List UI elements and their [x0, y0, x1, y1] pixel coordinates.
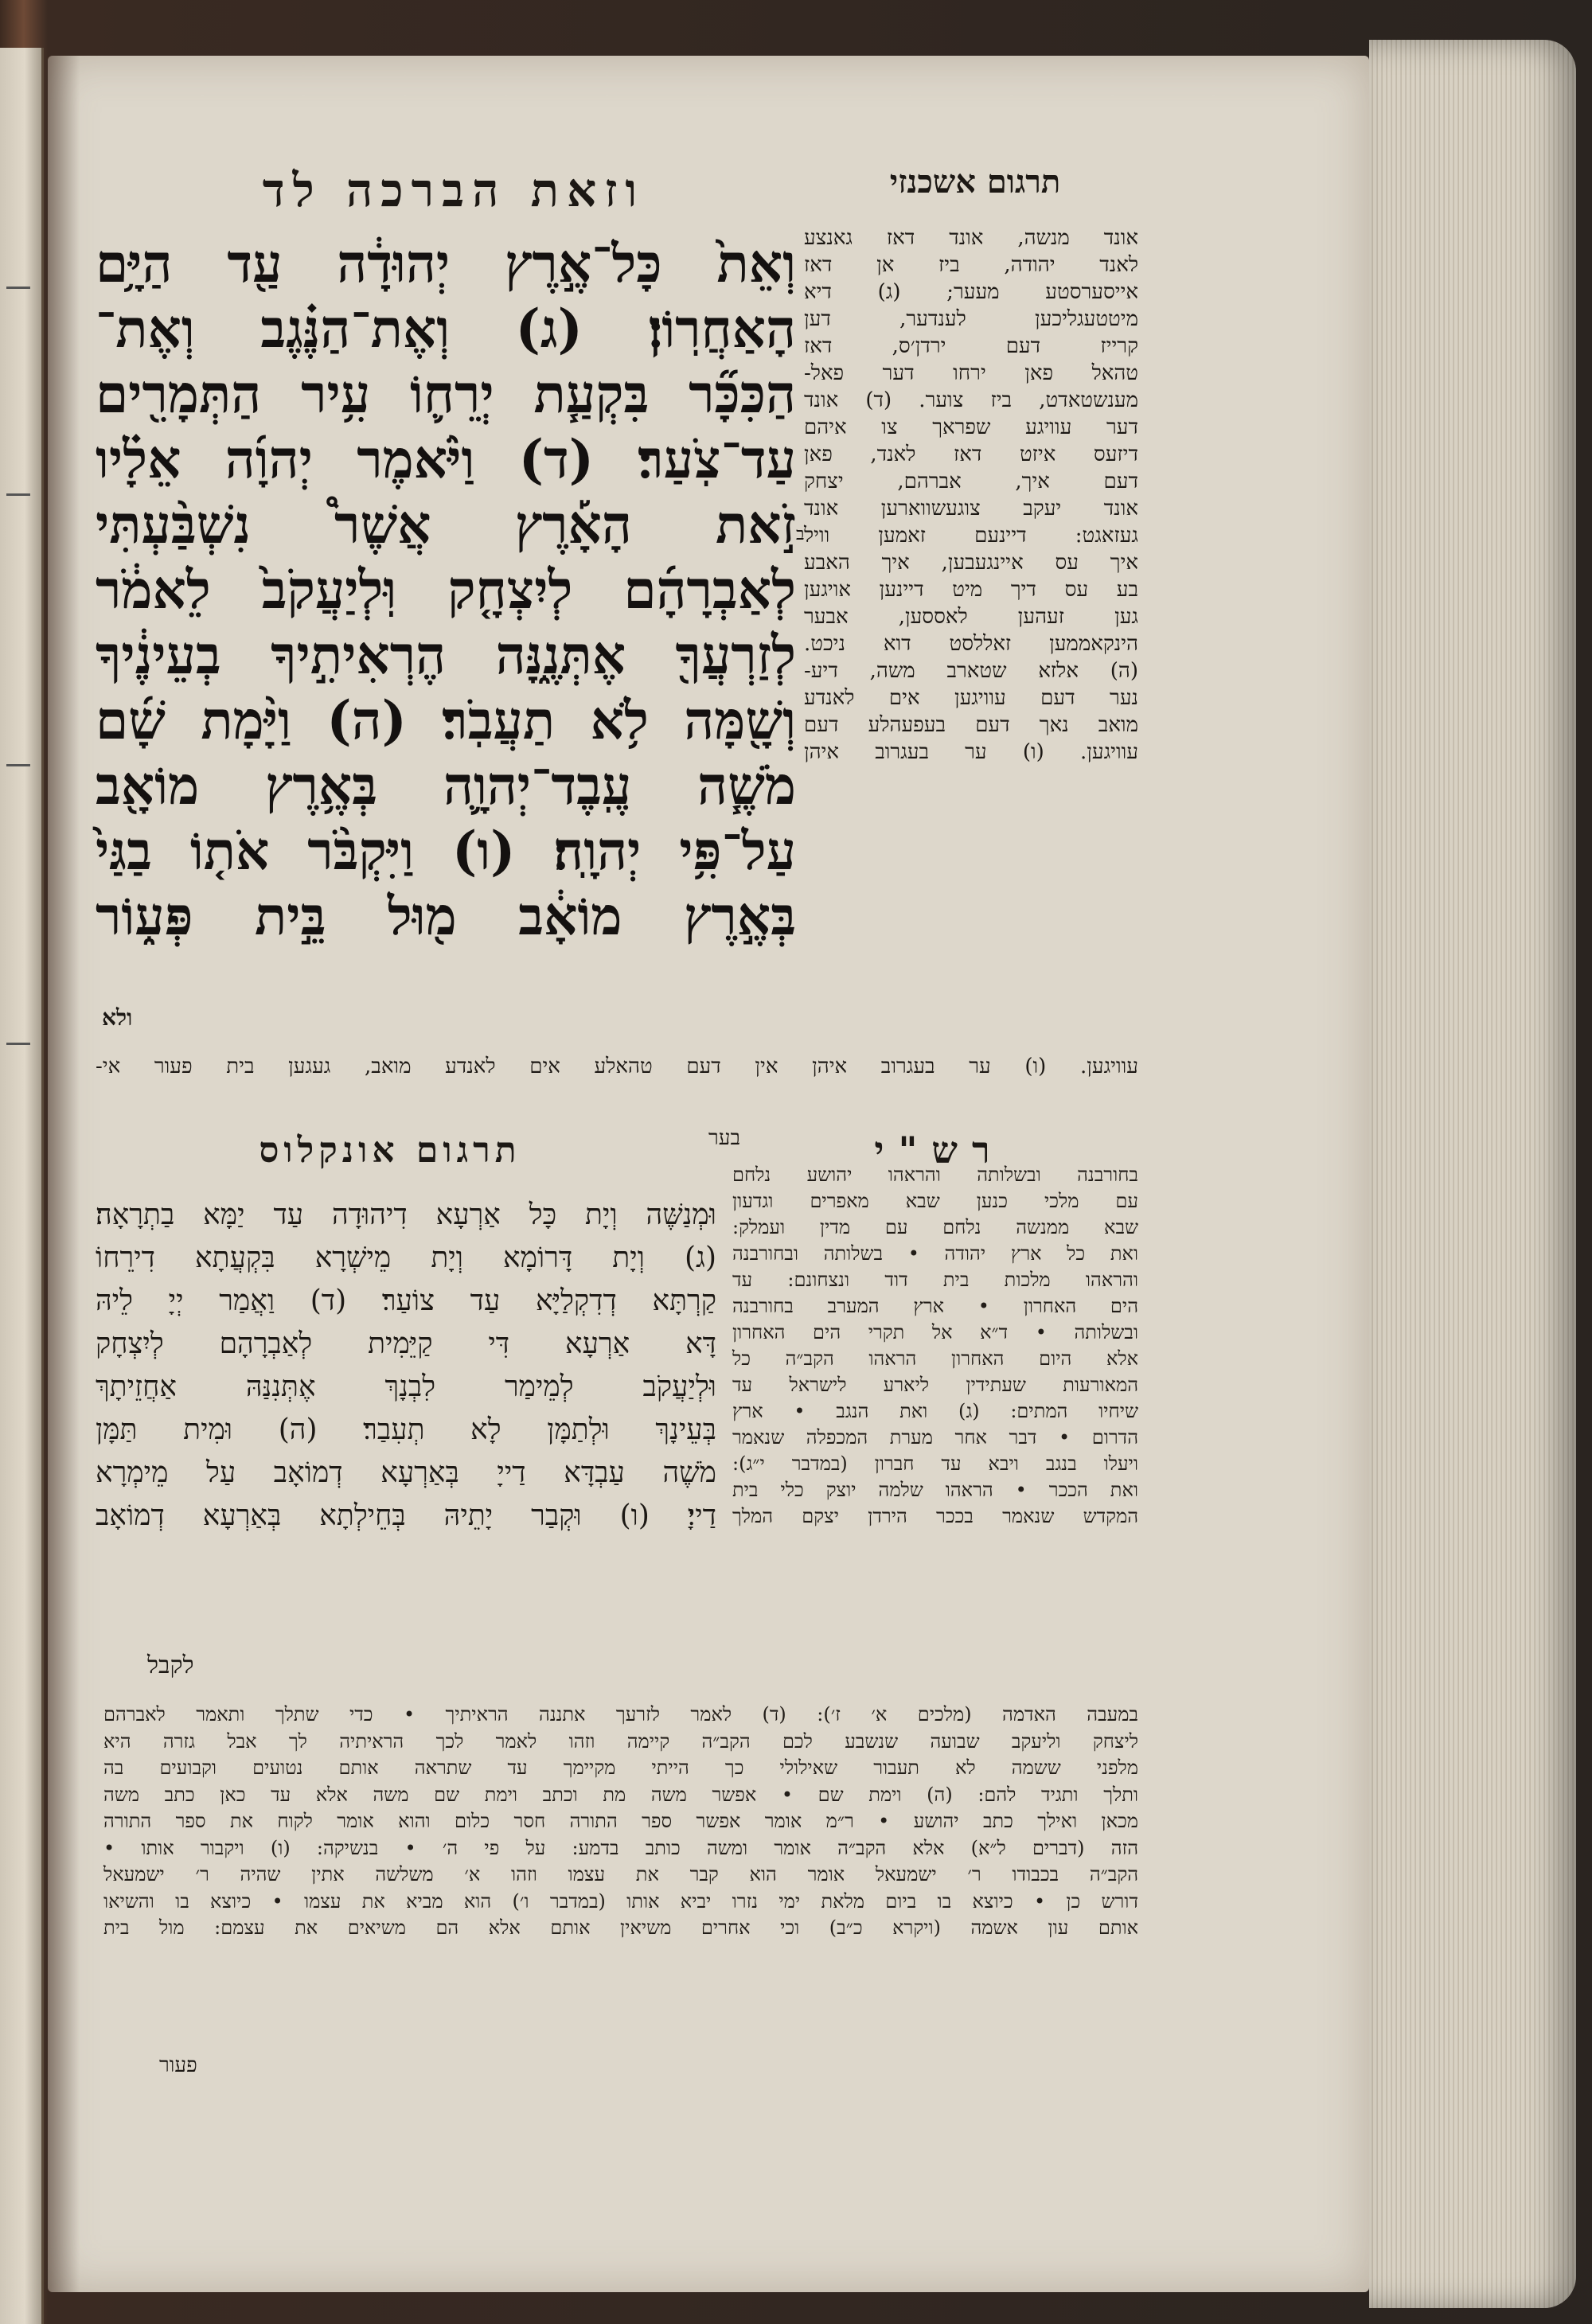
- spine-shadow: [48, 56, 80, 2292]
- text-line: ויעלו בנגב ויבא עד חברון (במדבר י״ג):: [732, 1452, 1138, 1475]
- text-line: לְזַרְעֲךָ֖ אֶתְּנֶ֑נָּה הֶרְאִיתִ֣יךָ בְעֵינֶ֔יךָ: [96, 624, 796, 686]
- text-line: והראהו מלכות בית דוד ונצחונם: עד: [732, 1269, 1138, 1291]
- text-line: דָּא אַרְעָא דִּי קַיֵּמִית לְאַבְרָהָם לְיִצְחָק: [96, 1328, 716, 1360]
- margin-verse-number: ב: [796, 524, 805, 544]
- text-line: בְּאֶ֣רֶץ מוֹאָ֔ב מ֖וּל בֵּ֣ית פְּע֑וֹר: [96, 885, 796, 947]
- text-line: טהאל פאן ירחו דער פאל-: [804, 361, 1138, 385]
- text-line: מֹשֶׁ֧ה עֶֽבֶד־יְהוָ֛ה בְּאֶ֥רֶץ מוֹאָ֖ב: [96, 755, 796, 817]
- text-line: עַד־צֹֽעַר׃ (ד) וַיֹּ֨אמֶר יְהוָ֜ה אֵלָ֗יו: [96, 428, 796, 490]
- text-line: מֹשֶׁה עַבְדָּא דַייָ בְּאַרְעָא דְמוֹאָב עַל מֵימְרָא: [96, 1456, 716, 1489]
- text-line: אונד יעקב צוגעשווארען אונד: [804, 497, 1138, 521]
- text-line: וְאֵת֙ כָּל־אֶ֣רֶץ יְהוּדָ֔ה עַ֖ד הַיָּ֥ם: [96, 232, 796, 294]
- text-line: (ג) וְיָת דָּרוֹמָא וְיָת מֵישְׁרָא בִּקְעֲתָא דִירֵחוֹ: [96, 1242, 716, 1274]
- text-line: הָאַחֲרֽוֹן׃ (ג) וְאֶת־הַנֶּ֗גֶב וְאֶת־: [96, 298, 796, 360]
- text-line: קַרְתָּא דְדִקְלַיָּא עַד צוֹעַר׃ (ד) וַאֲמַר יְיָ לֵיהּ: [96, 1285, 716, 1317]
- header-targum-ashkenazi: תרגום אשכנזי: [889, 163, 1061, 201]
- header-onkelos: תרגום אונקלוס: [259, 1130, 521, 1171]
- text-line: אותם עון אשמה (ויקרא כ״ב) וכי אחרים משיאין אותם אלא הם משיאים את עצמם: מול בית: [103, 1917, 1138, 1939]
- text-line: הדרום • דבר אחר מערת המכפלה שנאמר: [732, 1426, 1138, 1449]
- catchword-verse: ולא: [102, 1004, 133, 1031]
- text-line: וּלְיַעֲקֹב לְמֵימַר לִבְנָךְ אֶתְּנִנַּהּ אַחֲזֵיתָךְ: [96, 1371, 716, 1403]
- text-line: מואב נאך דעם בעפעהלע דעם: [804, 713, 1138, 737]
- text-line: געזאגט: דיינעם זאמען וויל: [804, 524, 1138, 548]
- text-line: עַל־פִּ֥י יְהוָֽה׃ (ו) וַיִּקְבֹּ֨ר אֹת֤וֹ בַגַּי֙: [96, 820, 796, 882]
- text-line: דער עוויגע שפראך צו איהם: [804, 415, 1138, 439]
- text-line: עם מלכי כנען שבא מאפרים וגדעון: [732, 1190, 1138, 1212]
- text-line: אונד מנשה, אונד דאז גאנצע: [804, 226, 1138, 250]
- text-line: לאנד יהודה, ביז אן דאז: [804, 253, 1138, 277]
- text-line: דַייָ׃ (ו) וּקְבַר יָתֵיהּ בְּחֵילְתָא בְּאַרְעָא דְמוֹאָב: [96, 1499, 716, 1532]
- text-line: ואת כל ארץ יהודה • בשלותה ובחורבנה: [732, 1242, 1138, 1265]
- text-line: המאורעות שעתידין ליארע לישראל עד: [732, 1374, 1138, 1396]
- text-line: הינקאממען זאללסט דוא ניכט.: [804, 632, 1138, 656]
- left-page-edge: [0, 48, 44, 2324]
- text-line: דורש כן • כיוצא בו ביום מלאת ימי נזרו יביא אותו (במדבר ו׳) הוא מביא את עצמו • כיוצא בו והשיאו: [103, 1889, 1138, 1913]
- text-line: אייסערסטע מעער; (ג) דיא: [804, 280, 1138, 304]
- text-line: ובשלותה • ד״א אל תקרי הים האחרון: [732, 1321, 1138, 1343]
- text-line: וְשָׁ֖מָּה לֹ֥א תַעֲבֹֽר׃ (ה) וַיָּ֨מָת שָׁ֜ם: [96, 689, 796, 751]
- text-line: מלפני ששמה לא תעבור שאילולי כך הייתי מקיימך עד שתראה אותם נטועים וקבועים בה: [103, 1757, 1138, 1779]
- text-line: מענשטאדט, ביז צוער. (ד) אונד: [804, 388, 1138, 412]
- text-line: לְאַבְרָהָ֜ם לְיִצְחָ֤ק וּֽלְיַעֲקֹב֙ לֵאמֹ֔ר: [96, 559, 796, 621]
- text-line: הים האחרון • ארץ המערב בחורבנה: [732, 1295, 1138, 1317]
- text-line: קרייז דעם ירדן׳ס, דאז: [804, 334, 1138, 358]
- text-line: במעבה האדמה (מלכים א׳ ז׳): (ד) לאמר לזרעך אתננה הראיתיך • כדי שתלך ותאמר לאברהם: [103, 1703, 1138, 1725]
- text-line: ליצחק וליעקב שבועה שנשבע לכם הקב״ה קיימה וזהו לאמר לכך הראיתיה לך אבל גזרה היא: [103, 1729, 1138, 1753]
- text-line: ותלך ותגיד להם: (ה) וימת שם • אפשר משה מת וכתב וימת שם משה אלא עד כאן כתב משה: [103, 1783, 1138, 1806]
- text-line: מכאן ואילך כתב יהושע • ר״מ אומר אפשר ספר התורה חסר כלום והוא אומר לקוח את ספר התורה: [103, 1810, 1138, 1832]
- text-line: בחורבנה ובשלותה והראהו יהושע נלחם: [732, 1164, 1138, 1186]
- text-line: אלא היום האחרון הראהו הקב״ה כל: [732, 1347, 1138, 1370]
- header-rashi: רש"י: [874, 1129, 1005, 1172]
- text-line: בְּעֵינָךְ וּלְתַמָּן לָא תְעִבַר׃ (ה) וּמִית תַּמָּן: [96, 1414, 716, 1446]
- text-line: גען זעהען לאססען, אבער: [804, 605, 1138, 629]
- text-line: זֹ֣את הָאָ֡רֶץ אֲשֶׁר֩ נִשְׁבַּ֨עְתִּי: [96, 493, 796, 556]
- catchword-onkelos: לקבל: [147, 1651, 194, 1679]
- header-parsha-title: וזאת הברכה לד: [262, 163, 646, 217]
- catchword-rashi: פעור: [159, 2053, 197, 2077]
- text-line: דעם איך, אברהם, יצחק: [804, 470, 1138, 493]
- text-line: הַכִּכָּ֞ר בִּקְעַ֧ת יְרֵח֛וֹ עִ֥יר הַתְּמָרִ֖ים: [96, 363, 796, 425]
- text-line: מיטטעגליכען לענדער, דען: [804, 307, 1138, 331]
- ashkenazi-wide-line: עוויגען. (ו) ער בעגרוב איהן אין דעם טהאלע אים לאנדע מואב, געגען בית פעור אי-: [96, 1055, 1138, 1078]
- page-stack-edges: [1369, 40, 1576, 2308]
- text-line: הקב״ה בכבודו ר׳ ישמעאל אומר הוא קבר את עצמו וזהו א׳ משלשה אתין שהיה ר׳ ישמעאל: [103, 1863, 1138, 1885]
- text-line: (ה) אלזא שטארב משה, דיע-: [804, 659, 1138, 683]
- text-line: שבא ממנשה נלחם עם מדין ועמלק:: [732, 1216, 1138, 1238]
- left-page-mark: [6, 1043, 30, 1045]
- left-page-mark: [6, 764, 30, 766]
- left-page-mark: [6, 287, 30, 289]
- text-line: בע עס דיך מיט דיינען אויגען: [804, 578, 1138, 602]
- text-line: וּמְנַשֶּׁה וְיָת כָּל אַרְעָא דִיהוּדָה עַד יַמָּא בַתְרָאָה׃: [96, 1199, 716, 1231]
- text-line: דיזעס איזט דאז לאנד, פאן: [804, 443, 1138, 466]
- text-line: המקדש שנאמר בככר הירדן יצקם המלך: [732, 1505, 1138, 1527]
- text-line: ואת הככר • הראהו שלמה יוצק כלי בית: [732, 1479, 1138, 1501]
- catchword-ashkenazi: בער: [708, 1126, 741, 1150]
- left-page-mark: [6, 493, 30, 496]
- text-line: הזה (דברים ל״א) אלא הקב״ה אומר ומשה כותב בדמע: על פי ה׳ • בנשיקה: (ו) ויקבור אותו •: [103, 1836, 1138, 1859]
- text-line: שיחיו המתים: (ג) ואת הנגב • ארץ: [732, 1400, 1138, 1422]
- text-line: איך עס איינגעבען, איך האבע: [804, 551, 1138, 575]
- text-line: נער דעם עוויגען אים לאנדע: [804, 686, 1138, 710]
- text-line: עוויגען. (ו) ער בעגרוב איהן: [804, 740, 1138, 764]
